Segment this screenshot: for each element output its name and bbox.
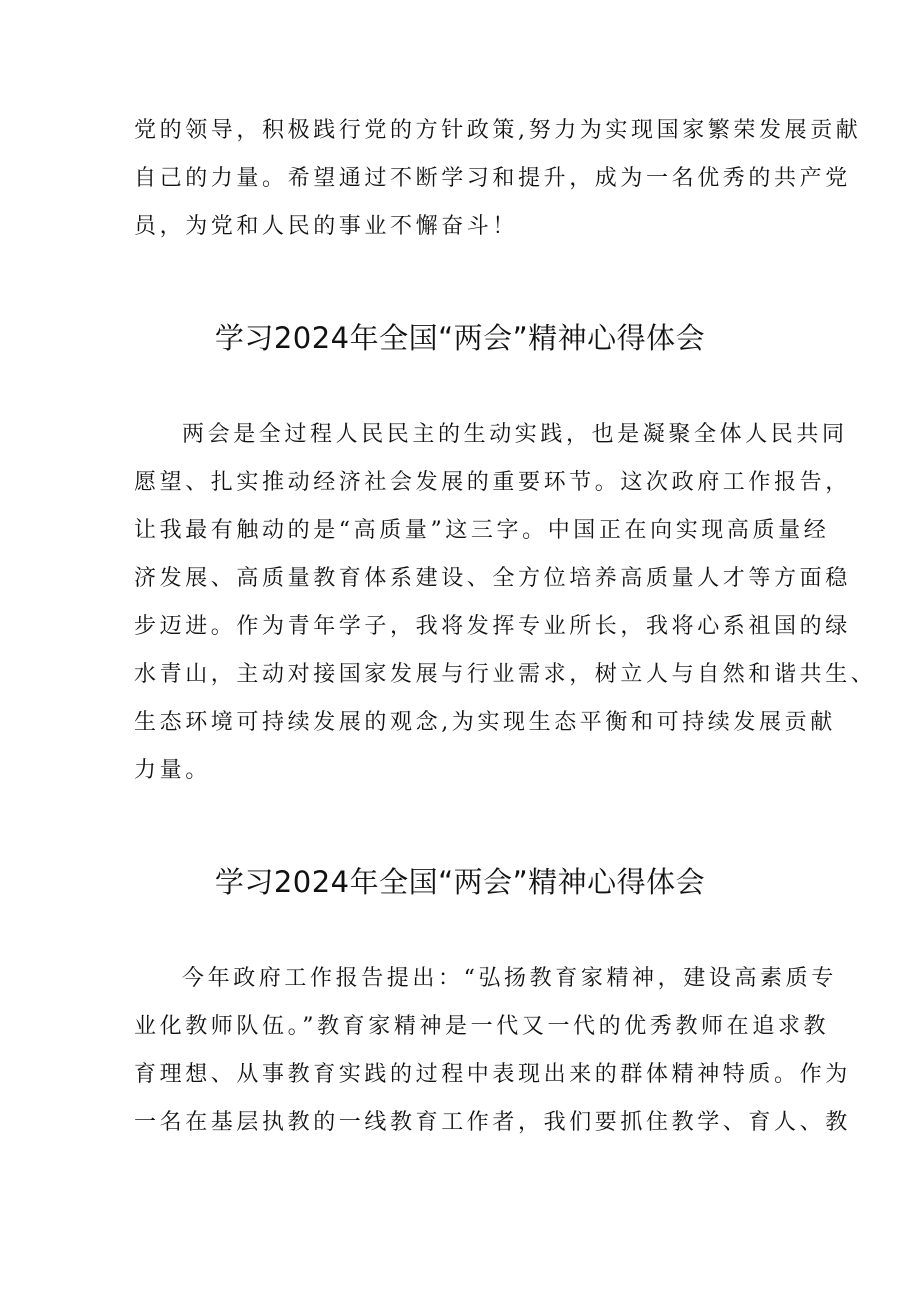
section-2-paragraph-line: 今年政府工作报告提出：“弘扬教育家精神，建设高素质专	[182, 966, 837, 991]
section-1-paragraph-line: 步迈进。作为青年学子，我将发挥专业所长，我将心系祖国的绿	[134, 614, 851, 639]
section-1-paragraph-line: 水青山，主动对接国家发展与行业需求，树立人与自然和谐共生、	[134, 662, 877, 687]
section-1-paragraph-line: 力量。	[134, 758, 211, 783]
intro-paragraph-line: 员，为党和人民的事业不懈奋斗！	[134, 214, 519, 239]
section-1-paragraph-line: 愿望、扎实推动经济社会发展的重要环节。这次政府工作报告，	[134, 470, 851, 495]
section-heading: 学习2024年全国“两会”精神心得体会	[214, 321, 706, 355]
section-1-paragraph-line: 济发展、高质量教育体系建设、全方位培养高质量人才等方面稳	[134, 566, 851, 591]
section-1-paragraph-line: 让我最有触动的是“高质量”这三字。中国正在向实现高质量经	[134, 518, 830, 543]
section-1-paragraph-line: 生态环境可持续发展的观念,为实现生态平衡和可持续发展贡献	[134, 710, 836, 735]
section-2-paragraph-line: 一名在基层执教的一线教育工作者，我们要抓住教学、育人、教	[134, 1110, 851, 1135]
intro-paragraph-line: 自己的力量。希望通过不断学习和提升，成为一名优秀的共产党	[134, 166, 851, 191]
section-2-paragraph-line: 业化教师队伍。”教育家精神是一代又一代的优秀教师在追求教	[134, 1014, 830, 1039]
section-2-paragraph-line: 育理想、从事教育实践的过程中表现出来的群体精神特质。作为	[134, 1062, 851, 1087]
section-1-paragraph-line: 两会是全过程人民民主的生动实践，也是凝聚全体人民共同	[182, 422, 848, 447]
intro-paragraph-line: 党的领导，积极践行党的方针政策,努力为实现国家繁荣发展贡献	[134, 118, 862, 143]
section-heading: 学习2024年全国“两会”精神心得体会	[214, 865, 706, 899]
